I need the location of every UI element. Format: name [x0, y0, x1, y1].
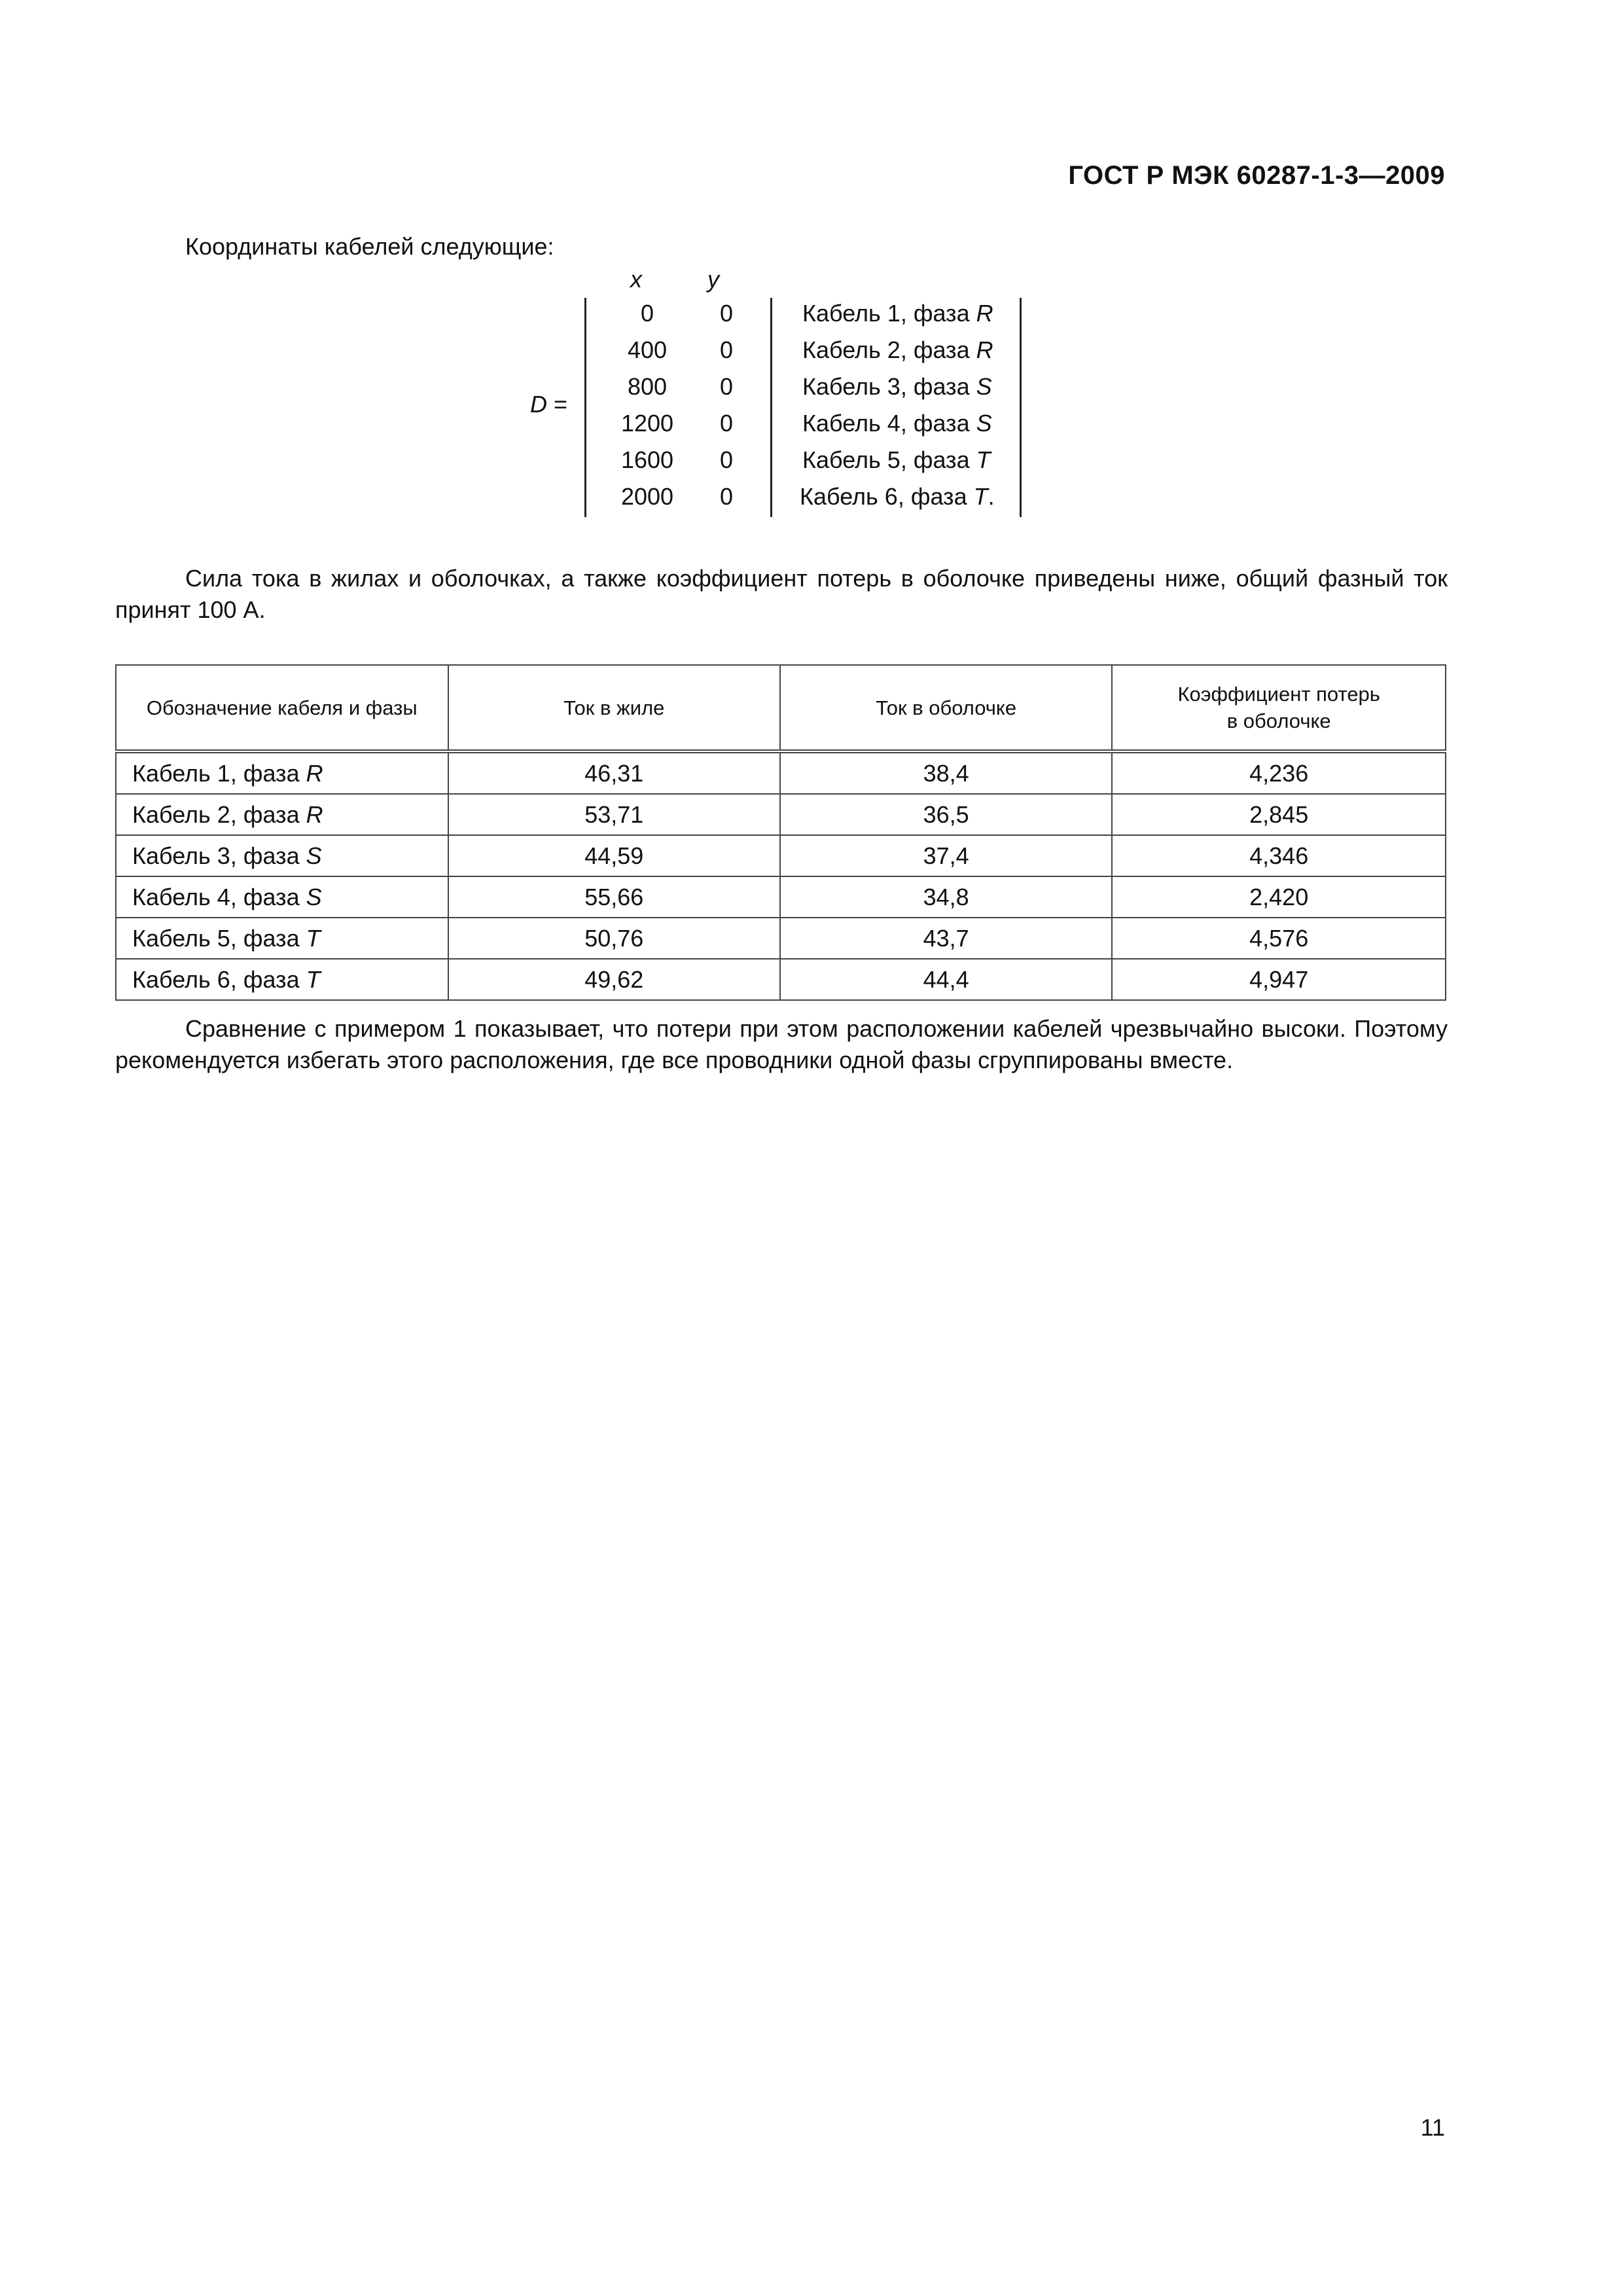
- cell-loss-factor: 2,420: [1112, 876, 1446, 918]
- phase-letter: T: [973, 483, 988, 510]
- matrix-separator-line: [770, 298, 772, 517]
- phase-letter: R: [976, 300, 993, 327]
- table-row: [116, 751, 1446, 794]
- cell-loss-factor: 2,845: [1112, 794, 1446, 835]
- phase-letter: S: [976, 373, 992, 400]
- matrix-right-bracket: [1020, 298, 1022, 517]
- phase-letter: S: [306, 842, 322, 869]
- paragraph-currents: [115, 563, 1448, 626]
- cell-cable-phase: [116, 835, 448, 876]
- matrix-symbol-d: D: [530, 391, 547, 418]
- matrix-y-value: 0: [719, 300, 734, 327]
- cell-loss-factor: 4,236: [1112, 751, 1446, 794]
- header-core-current: Ток в жиле: [448, 665, 780, 751]
- phase-letter: R: [976, 336, 993, 363]
- phase-letter: T: [976, 446, 991, 473]
- phase-letter: S: [306, 883, 322, 910]
- cable-name: Кабель 5, фаза: [802, 446, 976, 473]
- table-header-row: [116, 665, 1446, 751]
- matrix-x-value: 0: [640, 300, 654, 327]
- cable-name: Кабель 6, фаза: [132, 965, 306, 993]
- matrix-x-value: 2000: [620, 483, 674, 510]
- cell-sheath-current: 38,4: [780, 751, 1112, 794]
- matrix-y-value: 0: [719, 373, 734, 400]
- cable-name: Кабель 4, фаза: [802, 410, 976, 437]
- cell-cable-phase: [116, 876, 448, 918]
- coordinates-matrix: [0, 0, 1623, 537]
- table-row: [116, 835, 1446, 876]
- matrix-column-x-label: x: [630, 266, 642, 293]
- cell-cable-phase: [116, 751, 448, 794]
- matrix-x-value: 1600: [620, 446, 674, 473]
- cable-name: Кабель 1, фаза: [802, 300, 976, 327]
- currents-table: [115, 664, 1446, 1001]
- page-number: 11: [1420, 2114, 1445, 2141]
- cable-name: Кабель 2, фаза: [802, 336, 976, 363]
- cell-sheath-current: 34,8: [780, 876, 1112, 918]
- matrix-left-bracket: [584, 298, 586, 517]
- matrix-equals: =: [554, 391, 568, 418]
- document-header-standard: ГОСТ Р МЭК 60287-1-3—2009: [1068, 161, 1445, 190]
- cable-name: Кабель 3, фаза: [802, 373, 976, 400]
- matrix-label: [530, 391, 567, 418]
- matrix-cable-label: [802, 373, 992, 401]
- matrix-x-value: 800: [627, 373, 668, 400]
- table-row: [116, 959, 1446, 1000]
- table-row: [116, 918, 1446, 959]
- header-cable-phase: Обозначение кабеля и фазы: [116, 665, 448, 751]
- cell-loss-factor: 4,576: [1112, 918, 1446, 959]
- cell-core-current: 44,59: [448, 835, 780, 876]
- matrix-y-value: 0: [719, 336, 734, 363]
- matrix-cable-label: [802, 446, 991, 474]
- paragraph-comparison: [115, 1013, 1448, 1076]
- phase-letter: T: [306, 924, 321, 952]
- cell-loss-factor: 4,947: [1112, 959, 1446, 1000]
- cell-sheath-current: 43,7: [780, 918, 1112, 959]
- header-sheath-current: Ток в оболочке: [780, 665, 1112, 751]
- cell-core-current: 50,76: [448, 918, 780, 959]
- row-end: .: [988, 483, 995, 510]
- cell-sheath-current: 37,4: [780, 835, 1112, 876]
- matrix-cable-label: [802, 300, 993, 327]
- cell-core-current: 53,71: [448, 794, 780, 835]
- cell-cable-phase: [116, 918, 448, 959]
- table-row: [116, 876, 1446, 918]
- matrix-x-value: 400: [627, 336, 668, 363]
- paragraph-currents-text: Сила тока в жилах и оболочках, а также коэффициент потерь в оболочке приведены ниже, общий фазный ток принят 100 А.: [115, 565, 1448, 623]
- cell-cable-phase: [116, 959, 448, 1000]
- phase-letter: S: [976, 410, 992, 437]
- cable-name: Кабель 4, фаза: [132, 883, 306, 910]
- cell-loss-factor: 4,346: [1112, 835, 1446, 876]
- cell-sheath-current: 36,5: [780, 794, 1112, 835]
- cable-name: Кабель 5, фаза: [132, 924, 306, 952]
- matrix-x-value: 1200: [620, 410, 674, 437]
- cell-core-current: 49,62: [448, 959, 780, 1000]
- header-loss-factor-line1: Коэффициент потерь: [1177, 683, 1380, 706]
- matrix-cable-label: [800, 483, 995, 511]
- coordinates-intro-text: Координаты кабелей следующие:: [185, 233, 554, 260]
- phase-letter: T: [306, 965, 321, 993]
- cell-cable-phase: [116, 794, 448, 835]
- paragraph-comparison-text: Сравнение с примером 1 показывает, что потери при этом расположении кабелей чрезвычайно высоки. Поэтому рекомендуется избегать этого расположения, где все проводники одной фазы сгруппированы вместе.: [115, 1015, 1448, 1073]
- matrix-column-y-label: y: [707, 266, 719, 293]
- cell-core-current: 55,66: [448, 876, 780, 918]
- matrix-y-value: 0: [719, 410, 734, 437]
- matrix-cable-label: [802, 336, 993, 364]
- table-row: [116, 794, 1446, 835]
- matrix-y-value: 0: [719, 483, 734, 510]
- phase-letter: R: [306, 759, 323, 787]
- cable-name: Кабель 6, фаза: [800, 483, 974, 510]
- cable-name: Кабель 2, фаза: [132, 800, 306, 828]
- cable-name: Кабель 1, фаза: [132, 759, 306, 787]
- matrix-y-value: 0: [719, 446, 734, 473]
- cell-core-current: 46,31: [448, 751, 780, 794]
- header-loss-factor: [1112, 665, 1446, 751]
- cell-sheath-current: 44,4: [780, 959, 1112, 1000]
- matrix-cable-label: [802, 410, 992, 437]
- cable-name: Кабель 3, фаза: [132, 842, 306, 869]
- phase-letter: R: [306, 800, 323, 828]
- header-loss-factor-line2: в оболочке: [1226, 709, 1331, 732]
